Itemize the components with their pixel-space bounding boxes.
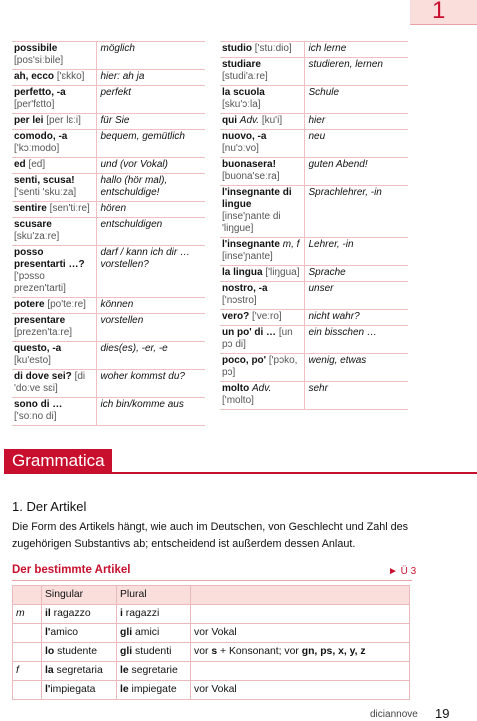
article-plural	[117, 624, 191, 643]
article-row	[13, 681, 410, 700]
vocab-italian	[12, 86, 96, 114]
vocab-row	[12, 246, 205, 298]
vocab-pronunciation: ['nɔstro]	[222, 295, 257, 306]
vocab-pronunciation: [inse'ɲante]	[222, 251, 273, 262]
vocab-word: studio	[222, 43, 252, 54]
article-plural	[117, 643, 191, 662]
vocab-row	[12, 298, 205, 314]
vocab-german: entschuldigen	[96, 218, 205, 246]
vocab-word: presentare	[14, 315, 66, 326]
vocab-row	[12, 218, 205, 246]
singular-noun: studente	[54, 646, 97, 657]
article-gender: m	[13, 605, 42, 624]
article-table-header	[13, 586, 42, 605]
vocab-row	[12, 370, 205, 398]
note-letters: gn, ps, x, y, z	[301, 646, 366, 657]
vocab-german: ich bin/komme aus	[96, 398, 205, 426]
vocab-italian	[220, 158, 304, 186]
vocab-pronunciation: ['molto]	[222, 395, 254, 406]
vocab-row	[220, 58, 408, 86]
vocab-german: wenig, etwas	[304, 354, 408, 382]
vocab-row	[12, 174, 205, 202]
vocab-row	[220, 282, 408, 310]
page-number: 19	[435, 706, 450, 721]
vocab-italian	[12, 314, 96, 342]
vocab-pronunciation: [buona'seːra]	[222, 171, 280, 182]
vocab-italian	[220, 86, 304, 114]
vocab-pronunciation: ['kɔːmodo]	[14, 143, 60, 154]
vocab-italian	[220, 382, 304, 410]
article-row	[13, 662, 410, 681]
vocab-italian	[12, 202, 96, 218]
plural-article: le	[120, 665, 129, 676]
plural-noun: segretarie	[128, 665, 178, 676]
vocab-italian	[220, 282, 304, 310]
vocab-word: studiare	[222, 59, 261, 70]
vocab-italian	[220, 186, 304, 238]
vocab-word: nostro, -a	[222, 283, 268, 294]
subsection-heading: Der bestimmte Artikel	[12, 564, 131, 576]
vocab-german: ich lerne	[304, 42, 408, 58]
vocab-word: un po' di …	[222, 327, 277, 338]
article-table-header: Singular	[42, 586, 117, 605]
vocab-part-of-speech: Adv.	[239, 115, 260, 126]
vocab-word: potere	[14, 299, 45, 310]
section-heading: 1. Der Artikel	[12, 499, 87, 514]
article-note: vor Vokal	[191, 681, 410, 700]
plural-article: gli	[120, 646, 133, 657]
plural-article: le	[120, 684, 129, 695]
vocab-word: vero?	[222, 311, 250, 322]
singular-noun: segretaria	[53, 665, 103, 676]
vocab-pronunciation: [ed]	[28, 159, 46, 170]
vocab-german: hallo (hör mal), entschuldige!	[96, 174, 205, 202]
vocabulary-table-right	[220, 41, 408, 410]
singular-noun: ragazzo	[50, 608, 91, 619]
vocab-italian	[220, 238, 304, 266]
plural-noun: impiegate	[128, 684, 177, 695]
vocab-italian	[12, 114, 96, 130]
vocab-german: Schule	[304, 86, 408, 114]
chapter-number: 1	[432, 0, 446, 24]
article-singular	[42, 643, 117, 662]
vocab-pronunciation: ['pɔsso prezen'tarti]	[14, 271, 66, 294]
vocab-italian	[12, 298, 96, 314]
vocab-pronunciation: [per'fɛtto]	[14, 99, 55, 110]
vocab-pronunciation: [ku'esto]	[14, 355, 51, 366]
vocab-italian	[220, 114, 304, 130]
vocab-german: möglich	[96, 42, 205, 70]
vocab-german: dies(es), -er, -e	[96, 342, 205, 370]
vocab-pronunciation: ['ɛkko]	[56, 71, 85, 82]
vocab-pronunciation: [sku'zaːre]	[14, 231, 60, 242]
vocab-german: ein bisschen …	[304, 326, 408, 354]
vocab-row	[12, 86, 205, 114]
article-plural	[117, 662, 191, 681]
vocab-german: bequem, gemütlich	[96, 130, 205, 158]
vocab-row	[12, 130, 205, 158]
vocab-pronunciation: ['senti 'skuːza]	[14, 187, 77, 198]
vocab-row	[220, 266, 408, 282]
vocab-pronunciation: [nu'ɔːvo]	[222, 143, 259, 154]
subsection-divider	[12, 580, 412, 581]
vocab-word: sono di …	[14, 399, 63, 410]
vocab-word: molto	[222, 383, 250, 394]
vocab-word: comodo, -a	[14, 131, 68, 142]
vocab-word: scusare	[14, 219, 52, 230]
vocab-row	[220, 326, 408, 354]
vocab-pronunciation: [sen'tiːre]	[49, 203, 90, 214]
article-singular	[42, 605, 117, 624]
plural-article: i	[120, 608, 123, 619]
article-note: vor Vokal	[191, 624, 410, 643]
page-number-word: diciannove	[370, 709, 418, 720]
vocab-word: poco, po'	[222, 355, 267, 366]
vocab-row	[220, 130, 408, 158]
vocab-pronunciation: [inse'ɲante di 'liŋgue]	[222, 211, 281, 234]
vocab-row	[12, 342, 205, 370]
vocab-row	[12, 398, 205, 426]
article-plural	[117, 681, 191, 700]
vocab-italian	[220, 42, 304, 58]
vocab-word: qui	[222, 115, 237, 126]
note-text: vor	[194, 646, 212, 657]
vocab-row	[220, 158, 408, 186]
article-table-header	[191, 586, 410, 605]
vocab-word: posso presentarti …?	[14, 247, 85, 270]
vocab-pronunciation: [sku'ɔːla]	[222, 99, 261, 110]
vocab-part-of-speech: Adv.	[252, 383, 272, 394]
vocab-part-of-speech: m, f	[282, 239, 300, 250]
article-singular	[42, 624, 117, 643]
vocab-german: hier: ah ja	[96, 70, 205, 86]
vocab-pronunciation: ['liŋgua]	[265, 267, 300, 278]
vocab-german: hier	[304, 114, 408, 130]
singular-noun: impiegata	[50, 684, 96, 695]
vocab-word: la lingua	[222, 267, 263, 278]
vocab-german: können	[96, 298, 205, 314]
article-table	[12, 585, 410, 700]
singular-article: il	[45, 608, 51, 619]
vocab-row	[12, 42, 205, 70]
body-paragraph: Die Form des Artikels hängt, wie auch im Deutschen, von Geschlecht und Zahl des zugehörigen Substantivs ab; entscheidend ist außerdem dessen Anlaut.	[12, 521, 409, 550]
vocab-word: perfetto, -a	[14, 87, 66, 98]
plural-article: gli	[120, 627, 133, 638]
vocab-row	[220, 354, 408, 382]
article-singular	[42, 662, 117, 681]
vocab-row	[220, 186, 408, 238]
vocab-italian	[12, 246, 96, 298]
vocab-word: per lei	[14, 115, 44, 126]
vocab-german: neu	[304, 130, 408, 158]
exercise-reference: ► Ü 3	[388, 566, 417, 577]
singular-article: la	[45, 665, 54, 676]
vocab-pronunciation: [di 'doːve sɛi]	[14, 371, 86, 394]
vocab-italian	[12, 42, 96, 70]
vocab-german: und (vor Vokal)	[96, 158, 205, 174]
vocab-pronunciation: [pos'siːbile]	[14, 55, 64, 66]
vocab-row	[12, 314, 205, 342]
vocab-german: hören	[96, 202, 205, 218]
vocab-word: questo, -a	[14, 343, 62, 354]
vocab-german: studieren, lernen	[304, 58, 408, 86]
vocab-german: woher kommst du?	[96, 370, 205, 398]
vocab-german: für Sie	[96, 114, 205, 130]
vocab-german: Lehrer, -in	[304, 238, 408, 266]
vocab-italian	[12, 158, 96, 174]
vocab-italian	[220, 354, 304, 382]
vocab-row	[220, 310, 408, 326]
vocab-italian	[12, 370, 96, 398]
vocab-italian	[12, 342, 96, 370]
vocab-word: possibile	[14, 43, 58, 54]
vocab-word: senti, scusa!	[14, 175, 75, 186]
section-banner-title: Grammatica	[12, 451, 105, 470]
vocab-pronunciation: [prezen'taːre]	[14, 327, 73, 338]
vocab-word: di dove sei?	[14, 371, 72, 382]
article-table-header: Plural	[117, 586, 191, 605]
vocab-german: vorstellen	[96, 314, 205, 342]
singular-article: l'	[45, 684, 51, 695]
singular-article: l'	[45, 627, 51, 638]
vocab-row	[220, 86, 408, 114]
singular-noun: amico	[50, 627, 79, 638]
vocab-german: sehr	[304, 382, 408, 410]
vocab-row	[220, 42, 408, 58]
vocabulary-table-left	[12, 41, 205, 426]
vocab-row	[12, 70, 205, 86]
vocab-row	[220, 238, 408, 266]
vocab-row	[12, 158, 205, 174]
article-row	[13, 605, 410, 624]
vocab-word: ah, ecco	[14, 71, 55, 82]
vocab-pronunciation: ['soːno di]	[14, 411, 57, 422]
vocab-italian	[220, 310, 304, 326]
vocab-row	[12, 114, 205, 130]
vocab-italian	[12, 218, 96, 246]
article-gender: f	[13, 662, 42, 681]
vocab-pronunciation: [per lɛːi]	[46, 115, 81, 126]
vocab-german: Sprache	[304, 266, 408, 282]
plural-noun: amici	[132, 627, 160, 638]
vocab-italian	[220, 58, 304, 86]
note-text: + Konsonant; vor	[217, 646, 302, 657]
vocab-pronunciation: ['stuːdio]	[254, 43, 292, 54]
vocab-italian	[12, 70, 96, 86]
vocab-pronunciation: ['veːro]	[252, 311, 282, 322]
vocab-word: l'insegnante	[222, 239, 280, 250]
vocab-pronunciation: [studi'aːre]	[222, 71, 268, 82]
article-plural	[117, 605, 191, 624]
vocab-italian	[220, 326, 304, 354]
plural-noun: ragazzi	[122, 608, 160, 619]
vocab-italian	[12, 398, 96, 426]
article-singular	[42, 681, 117, 700]
vocab-word: ed	[14, 159, 26, 170]
vocab-row	[12, 202, 205, 218]
singular-article: lo	[45, 646, 55, 657]
vocab-pronunciation: ['pɔko, pɔ]	[222, 355, 298, 378]
article-gender	[13, 624, 42, 643]
article-note	[191, 662, 410, 681]
article-note	[191, 643, 410, 662]
vocab-pronunciation: [un pɔ di]	[222, 327, 293, 350]
vocab-german: unser	[304, 282, 408, 310]
article-gender	[13, 681, 42, 700]
vocab-german: nicht wahr?	[304, 310, 408, 326]
vocab-german: Sprachlehrer, -in	[304, 186, 408, 238]
vocab-italian	[12, 130, 96, 158]
article-gender	[13, 643, 42, 662]
vocab-word: sentire	[14, 203, 47, 214]
vocab-pronunciation: [po'teːre]	[47, 299, 86, 310]
vocab-italian	[12, 174, 96, 202]
article-row	[13, 643, 410, 662]
vocab-italian	[220, 266, 304, 282]
article-row	[13, 624, 410, 643]
vocab-pronunciation: [ku'i]	[261, 115, 283, 126]
vocab-word: nuovo, -a	[222, 131, 267, 142]
vocab-word: la scuola	[222, 87, 265, 98]
vocab-row	[220, 382, 408, 410]
article-note	[191, 605, 410, 624]
vocab-german: guten Abend!	[304, 158, 408, 186]
plural-noun: studenti	[132, 646, 172, 657]
section-divider	[4, 472, 477, 474]
vocab-word: buonasera!	[222, 159, 276, 170]
vocab-german: perfekt	[96, 86, 205, 114]
vocab-italian	[220, 130, 304, 158]
vocab-german: darf / kann ich dir … vorstellen?	[96, 246, 205, 298]
vocab-word: l'insegnante di lingue	[222, 187, 292, 210]
note-letters: s	[211, 646, 218, 657]
vocab-row	[220, 114, 408, 130]
